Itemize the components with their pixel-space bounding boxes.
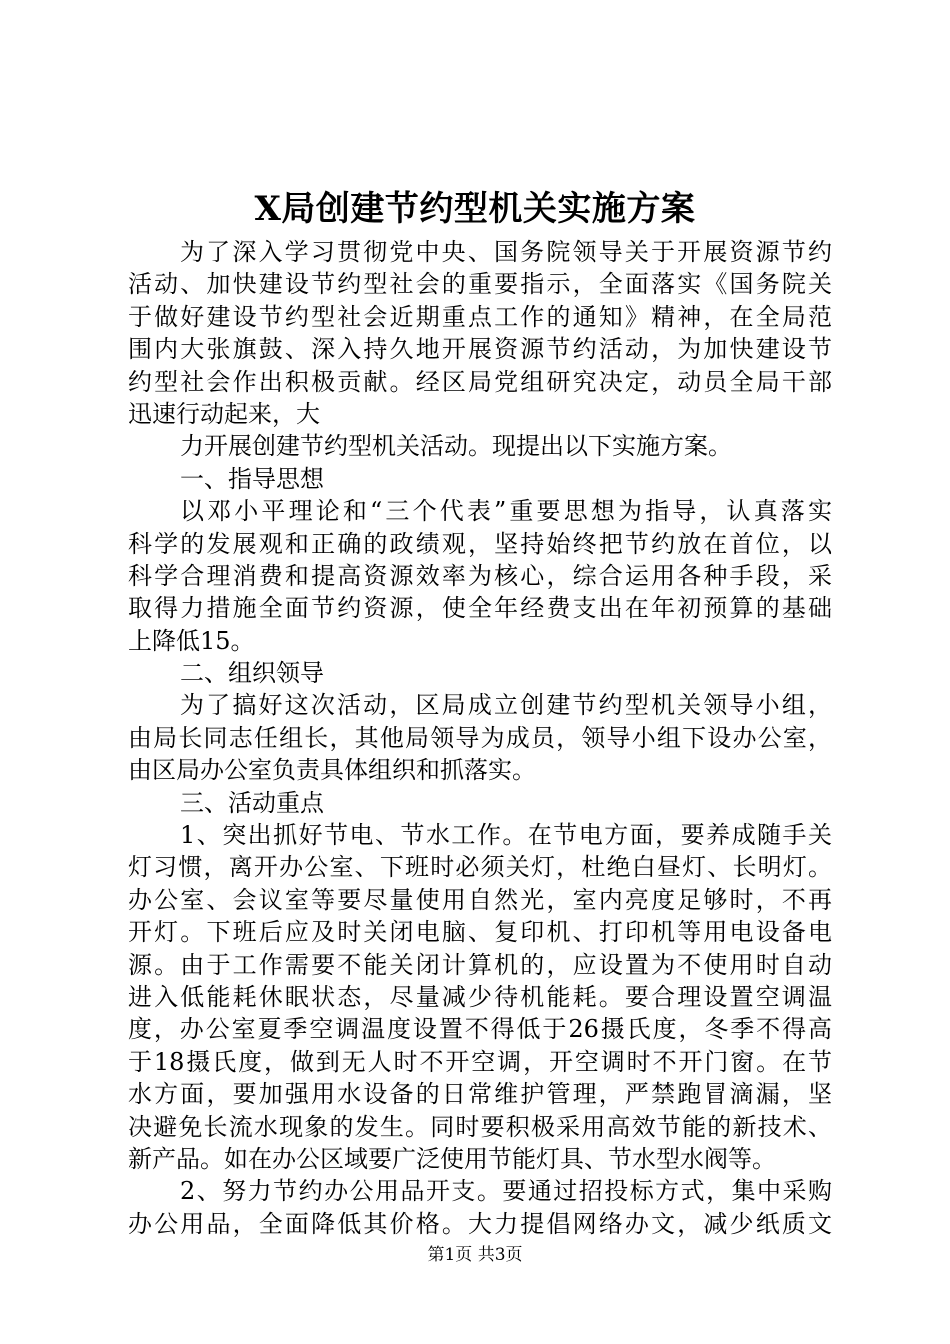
paragraph-line: 迅速行动起来，大 [128, 399, 320, 428]
paragraph-line: 2、努力节约办公用品开支。要通过招投标方式，集中采购 [180, 1177, 832, 1206]
paragraph-line: 活动、加快建设节约型社会的重要指示，全面落实《国务院关 [128, 270, 832, 299]
paragraph-line: 由局长同志任组长，其他局领导为成员，领导小组下设办公室， [128, 723, 832, 752]
paragraph-line: 水方面，要加强用水设备的日常维护管理，严禁跑冒滴漏，坚 [128, 1080, 832, 1109]
paragraph-line: 由区局办公室负责具体组织和抓落实。 [128, 756, 536, 785]
paragraph-line: 源。由于工作需要不能关闭计算机的，应设置为不使用时自动 [128, 950, 832, 979]
paragraph-line: 为了深入学习贯彻党中央、国务院领导关于开展资源节约 [180, 238, 832, 266]
page-footer: 第1页 共3页 [427, 1245, 523, 1265]
paragraph-line: 于做好建设节约型社会近期重点工作的通知》精神，在全局范 [128, 302, 832, 331]
paragraph-line: 于18摄氏度，做到无人时不开空调，开空调时不开门窗。在节 [128, 1047, 832, 1076]
paragraph-line: 办公用品，全面降低其价格。大力提倡网络办文，减少纸质文 [128, 1209, 832, 1238]
paragraph-line: 一、指导思想 [180, 464, 324, 493]
paragraph-line: 三、活动重点 [180, 788, 324, 817]
document-title: X局创建节约型机关实施方案 [254, 189, 696, 229]
paragraph-line: 办公室、会议室等要尽量使用自然光，室内亮度足够时，不再 [128, 885, 832, 914]
paragraph-line: 1、突出抓好节电、节水工作。在节电方面，要养成随手关 [180, 821, 832, 850]
paragraph-line: 约型社会作出积极贡献。经区局党组研究决定，动员全局干部 [128, 367, 832, 396]
paragraph-line: 取得力措施全面节约资源，使全年经费支出在年初预算的基础 [128, 594, 832, 623]
paragraph-line: 进入低能耗休眠状态，尽量减少待机能耗。要合理设置空调温 [128, 982, 832, 1011]
paragraph-line: 决避免长流水现象的发生。同时要积极采用高效节能的新技术、 [128, 1112, 832, 1141]
paragraph-line: 围内大张旗鼓、深入持久地开展资源节约活动，为加快建设节 [128, 335, 832, 364]
paragraph-line: 科学合理消费和提高资源效率为核心，综合运用各种手段，采 [128, 561, 832, 590]
paragraph-line: 新产品。如在办公区域要广泛使用节能灯具、节水型水阀等。 [128, 1144, 776, 1173]
paragraph-line: 上降低15。 [128, 626, 255, 655]
paragraph-line: 二、组织领导 [180, 659, 324, 688]
paragraph-line: 度，办公室夏季空调温度设置不得低于26摄氏度，冬季不得高 [128, 1015, 832, 1044]
paragraph-line: 灯习惯，离开办公室、下班时必须关灯，杜绝白昼灯、长明灯。 [128, 853, 832, 882]
paragraph-line: 为了搞好这次活动，区局成立创建节约型机关领导小组， [180, 691, 832, 720]
paragraph-line: 开灯。下班后应及时关闭电脑、复印机、打印机等用电设备电 [128, 918, 832, 947]
paragraph-line: 以邓小平理论和“三个代表”重要思想为指导，认真落实 [180, 497, 832, 526]
paragraph-line: 科学的发展观和正确的政绩观，坚持始终把节约放在首位，以 [128, 529, 832, 558]
document-body [128, 236, 832, 1240]
paragraph-line: 力开展创建节约型机关活动。现提出以下实施方案。 [180, 432, 732, 461]
